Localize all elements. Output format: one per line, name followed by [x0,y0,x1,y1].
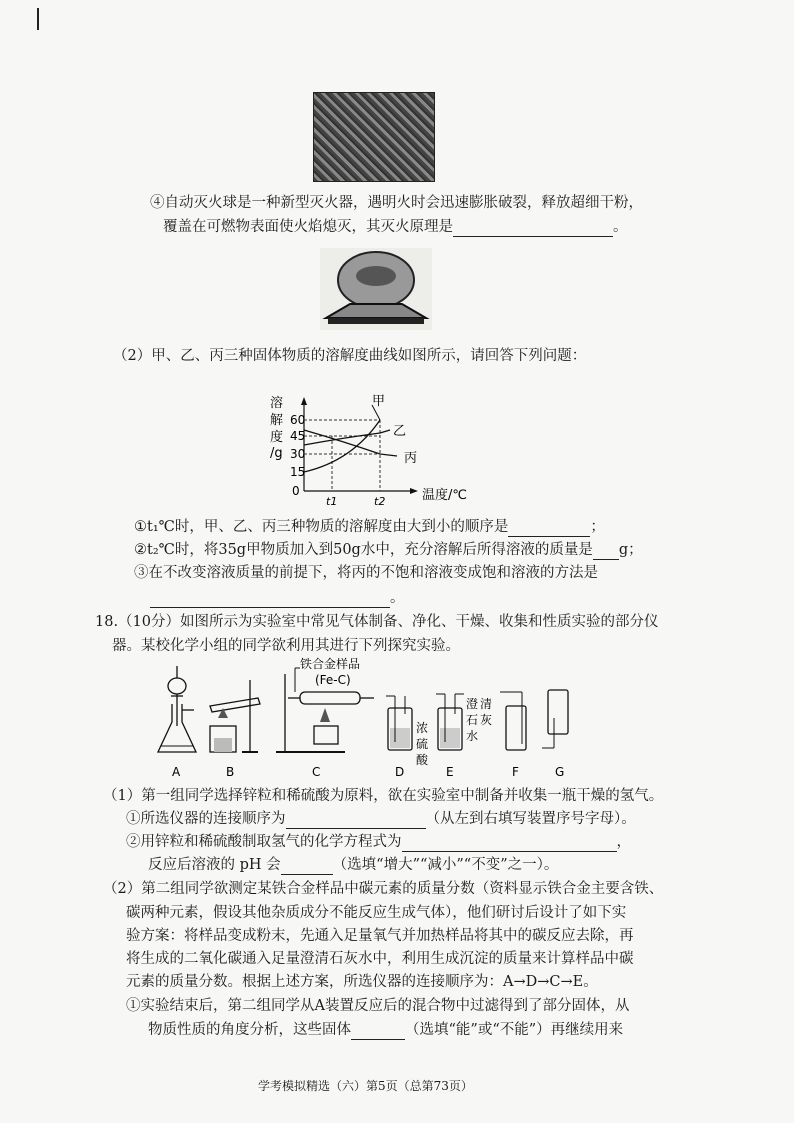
series-jia-curve [304,420,380,472]
q2-item1-end: ； [590,519,605,535]
chart-ylabel-2: 解 [270,413,284,428]
y-axis-arrow [301,397,307,405]
q4-answer-blank[interactable] [453,220,613,237]
q18-line2: 器。某校化学小组的同学欲利用其进行下列探究实验。 [112,638,460,654]
fire-extinguishing-photo [313,92,435,182]
apparatus-diagram [150,656,580,781]
apparatus-e [436,694,464,750]
apparatus-a [158,666,196,752]
p2-line1: （2）第二组同学欲测定某铁合金样品中碳元素的质量分数（资料显示铁合金主要含铁、 [103,881,664,897]
e-label-1: 澄 [466,697,479,711]
q2-item3: ③在不改变溶液质量的前提下，将丙的不饱和溶液变成饱和溶液的方法是 [134,565,598,581]
ytick-15: 15 [290,465,306,479]
e-label-5: 水 [466,729,479,743]
p1-c-end: （选填“增大”“减小”“不变”之一）。 [332,857,559,873]
p2-line5: 元素的质量分数。根据上述方案，所选仪器的连接顺序为：A→D→C→E。 [126,974,598,990]
d-label-3: 酸 [416,753,429,767]
e-label-4: 灰 [480,713,493,727]
letter-c: C [312,765,321,779]
xtick-t2: t2 [374,495,386,508]
solubility-chart [262,393,492,508]
q2-item1-blank[interactable] [508,520,590,537]
e-label-3: 石 [466,713,479,727]
series-bing-label: 丙 [404,451,418,466]
ytick-30: 30 [290,447,306,461]
p1-a-end: （从左到右填写装置序号字母）。 [425,811,636,827]
p2-line4: 将生成的二氧化碳通入足量澄清石灰水中，利用生成沉淀的质量来计算样品中碳 [126,951,634,967]
p1-line1: （1）第一组同学选择锌粒和稀硫酸为原料，欲在实验室中制备并收集一瓶干燥的氢气。 [103,788,664,804]
p2-a-line2 [148,1020,623,1040]
q2-intro: （2）甲、乙、丙三种固体物质的溶解度曲线如图所示，请回答下列问题： [113,348,587,364]
p1-c-blank[interactable] [281,858,333,875]
q2-item2 [134,540,643,560]
p2-line2: 碳两种元素，假设其他杂质成分不能反应生成气体），他们研讨后设计了如下实 [126,905,627,921]
p1-item-b [126,832,631,852]
xtick-t1: t1 [326,495,338,508]
p1-item-c [148,855,558,875]
q4-line2 [163,217,628,237]
q2-item1-text: ①t₁℃时，甲、乙、丙三种物质的溶解度由大到小的顺序是 [134,519,509,535]
p1-a-text: ①所选仪器的连接顺序为 [126,811,286,827]
ytick-0: 0 [292,484,300,498]
p2-a-blank[interactable] [351,1023,405,1040]
q4-line2-end: 。 [613,219,628,235]
letter-b: B [226,765,235,779]
chart-ylabel-1: 溶 [270,396,284,411]
sample-formula: (Fe-C) [315,673,351,687]
series-yi-label: 乙 [393,424,407,439]
p1-c-text: 反应后溶液的 pH 会 [148,857,281,873]
q2-item3-end: 。 [390,590,405,606]
q2-item2-end: g； [618,542,643,558]
letter-d: D [395,765,405,779]
apparatus-g [542,690,568,748]
chart-ylabel-4: /g [270,446,283,461]
q2-item1 [134,517,605,537]
scan-mark [37,8,39,30]
q4-line1: ④自动灭火球是一种新型灭火器，遇明火时会迅速膨胀破裂，释放超细干粉， [150,195,643,211]
p2-a-text: 物质性质的角度分析，这些固体 [148,1022,351,1038]
q2-item3-line2 [150,588,405,608]
p2-line3: 验方案：将样品变成粉末，先通入足量氧气并加热样品将其中的碳反应去除，再 [126,928,634,944]
letter-f: F [512,765,519,779]
series-jia-label: 甲 [372,394,386,409]
x-axis-arrow [410,488,418,494]
p2-a-line1: ①实验结束后，第二组同学从A装置反应后的混合物中过滤得到了部分固体，从 [126,998,630,1014]
p1-b-blank[interactable] [402,835,617,852]
d-label-2: 硫 [416,737,429,751]
p1-a-blank[interactable] [286,812,426,829]
ytick-60: 60 [290,413,306,427]
d-label-1: 浓 [416,721,429,735]
apparatus-d [386,696,412,750]
letter-g: G [555,765,565,779]
p2-a-end: （选填“能”或“不能”）再继续用来 [405,1022,624,1038]
p1-b-text: ②用锌粒和稀硫酸制取氢气的化学方程式为 [126,834,402,850]
q4-line2-text: 覆盖在可燃物表面使火焰熄灭，其灭火原理是 [163,219,453,235]
q2-item2-blank[interactable] [593,543,619,560]
ytick-45: 45 [290,429,306,443]
q18-line1: 18.（10分）如图所示为实验室中常见气体制备、净化、干燥、收集和性质实验的部分仪 [95,614,659,630]
apparatus-b [210,680,260,752]
chart-ylabel-3: 度 [270,430,284,445]
e-label-2: 清 [480,697,493,711]
apparatus-f [500,692,526,750]
p1-item-a [126,809,636,829]
p1-b-end: ， [616,834,631,850]
letter-e: E [446,765,454,779]
page-footer: 学考模拟精选（六）第5页（总第73页） [258,1079,473,1093]
q2-item2-text: ②t₂℃时，将35g甲物质加入到50g水中，充分溶解后所得溶液的质量是 [134,542,593,558]
letter-a: A [172,765,181,779]
q2-item3-blank[interactable] [150,591,390,608]
sample-label: 铁合金样品 [300,657,361,671]
chart-xlabel: 温度/℃ [422,488,467,503]
fire-ball-photo [320,248,432,330]
